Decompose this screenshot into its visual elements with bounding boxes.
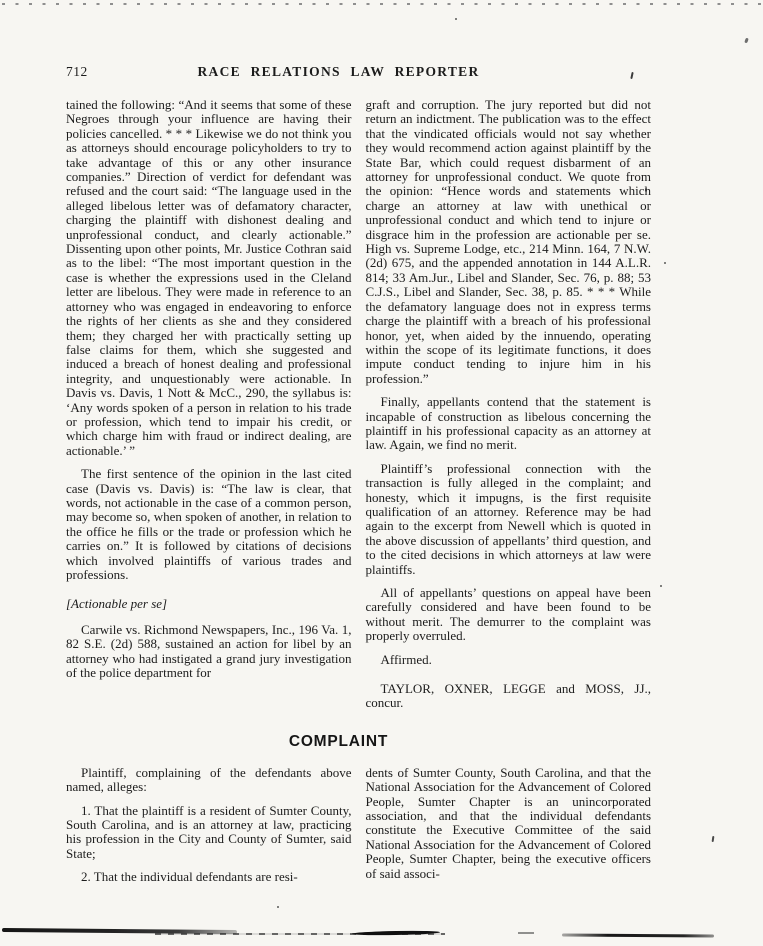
opinion-paragraph: graft and corruption. The jury reported but did not return an indictment. The publication was to the effect that the vindicated officials would not say whether they would recommend action against plaintiff by the State Bar, which could request disbarment of an attorney for unprofessional conduct. We quote from the opinion: “Hence words and statements which charge an attorney at law with unethical or unprofessional conduct and which tend to injure or disgrace him in the profession are actionable per se. High vs. Supreme Lodge, etc., 214 Minn. 164, 7 N.W. (2d) 675, and the appended annotation in 144 A.L.R. 814; 33 Am.Jur., Libel and Slander, Sec. 76, p. 88; 53 C.J.S., Libel and Slander, Sec. 38, p. 85. * * * While the defamatory language does not in express terms charge the plaintiff with a breach of his professional honor, yet, when aided by the innuendo, operating within the scope of its legitimate functions, it does impute conduct tending to injure him in his profession.” [365,97,651,386]
page-content [66,64,651,894]
opinion-paragraph: All of appellants’ questions on appeal have been carefully considered and have been found to be without merit. The demurrer to the complaint was properly overruled. [365,585,651,644]
scan-speck [660,585,662,587]
opinion-right-column [366,98,652,720]
opinion-paragraph: The first sentence of the opinion in the last cited case (Davis vs. Davis) is: “The law is clear, that words, not actionable in the case of a common person, may become so, when spoken of another, in relation to the office he fills or the trade or profession which he carries on.” It is followed by citations of decisions which involved plaintiffs of various trades and professions. [66,466,352,582]
opinion-paragraph: Finally, appellants contend that the statement is incapable of construction as libelous concerning the plaintiff in his professional capacity as an attorney at law. Again, we find no merit. [365,394,651,453]
complaint-right-column [366,766,652,894]
opinion-left-column [66,98,352,720]
judges-concur-line: TAYLOR, OXNER, LEGGE and MOSS, JJ., concur. [365,681,651,711]
opinion-paragraph: Carwile vs. Richmond Newspapers, Inc., 196 Va. 1, 82 S.E. (2d) 588, sustained an action for libel by an attorney who had instigated a grand jury investigation of the police department for [66,621,352,681]
scan-speck [664,262,666,264]
scan-smudge [518,932,534,934]
complaint-paragraph: dents of Sumter County, South Carolina, and that the National Association for the Advancement of Colored People, Sumter Chapter is an unincorporated association, and that the individual defendants constitute the Executive Committee of the said National Association for the Advancement of Colored People, Sumter Chapter, being the executive officers of said associ- [365,764,651,881]
section-subheading-actionable-per-se: [Actionable per se] [66,596,168,612]
reporter-title: RACE RELATIONS LAW REPORTER [197,64,480,79]
complaint-heading: COMPLAINT [288,732,389,750]
running-header [66,64,651,84]
opinion-paragraph: Plaintiff’s professional connection with the transaction is fully alleged in the complaint; and honesty, which it impugns, is the first requisite qualification of an attorney. Reference may be had again to the excerpt from Newell which is quoted in the above discussion of appellants’ third question, and to the cited decisions in which attorneys at law were plaintiffs. [365,460,651,577]
page-number: 712 [66,64,88,79]
disposition-affirmed: Affirmed. [380,651,432,667]
complaint-columns [66,766,651,894]
scan-speck [277,906,279,908]
page-edge-dotted-line [2,3,761,5]
complaint-allegation-1: 1. That the plaintiff is a resident of Sumter County, South Carolina, and is an attorney at law, practicing his profession in the City and County of Sumter, said State; [66,802,352,861]
scan-speck [712,836,715,842]
scan-smudge [562,933,714,937]
complaint-left-column [66,766,352,894]
complaint-allegation-2: 2. That the individual defendants are resi- [81,869,298,885]
scan-speck [744,38,749,44]
complaint-paragraph: Plaintiff, complaining of the defendants above named, alleges: [66,764,352,795]
opinion-paragraph: tained the following: “And it seems that some of these Negroes through your influence are having their policies cancelled. * * * Likewise we do not think you as attorneys should encourage policyholders to try to take advantage of this or any other insurance companies.” Direction of verdict for defendant was refused and the court said: “The language used in the alleged libelous letter was of defamatory character, charging the plaintiff with dishonest dealing and unprofessional conduct, and clearly actionable.” Dissenting upon other points, Mr. Justice Cothran said as to the libel: “The most important question in the case is whether the expressions used in the Cleland letter are libelous. They were made in reference to an attorney who was engaged in endeavoring to enforce the rights of her clients as she and they considered them; they charged her with practically setting up false claims for them, which she suggested and induced a breach of honest dealing and professional integrity, and unquestionably were actionable. In Davis vs. Davis, 1 Nott & McC., 290, the syllabus is: ‘Any words spoken of a person in relation to his trade or profession, which tend to impair his credit, or which charge him with fraud or indirect dealing, are actionable.’ ” [66,97,352,458]
opinion-columns [66,98,651,720]
scan-speck [455,18,457,20]
